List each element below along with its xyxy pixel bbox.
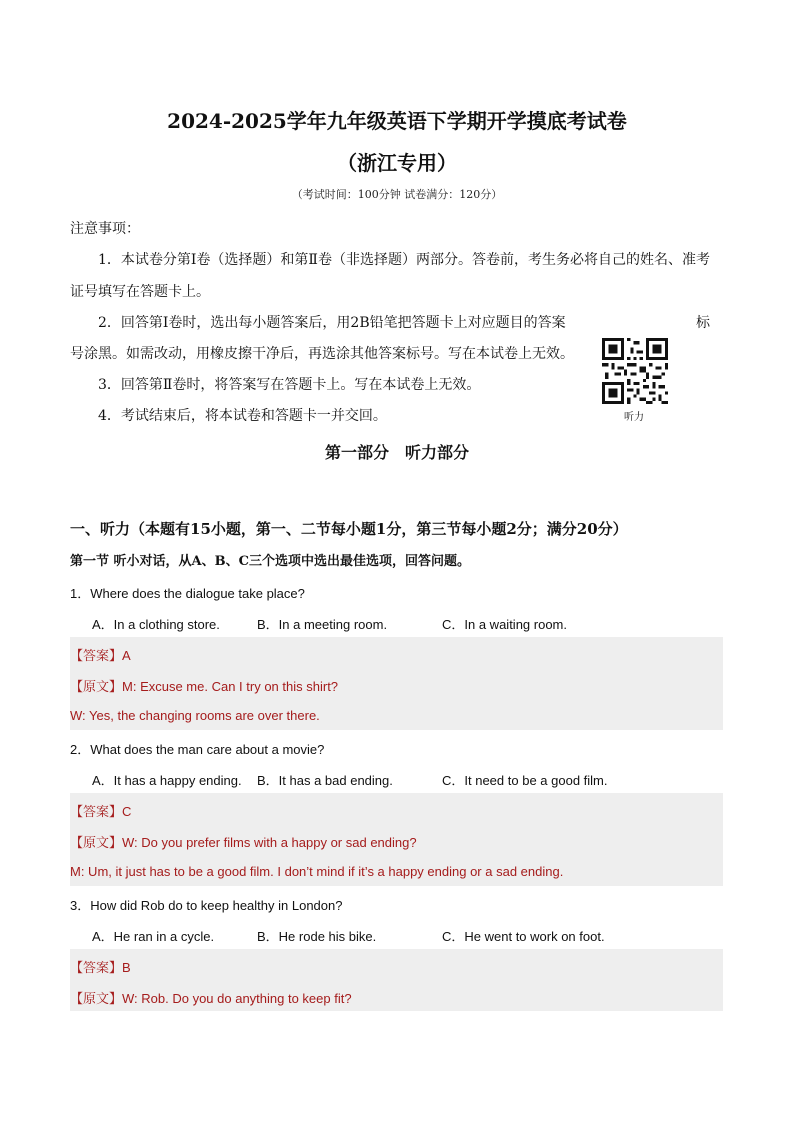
part-title: 第一部分 听力部分 — [324, 443, 469, 462]
question-3-stem: 3．How did Rob do to keep healthy in London? — [70, 898, 343, 913]
transcript-label: 【原文】 — [70, 992, 123, 1007]
transcript-line: W: Do you prefer films with a happy or sad ending? — [122, 835, 417, 850]
question-1-transcript — [70, 676, 338, 695]
question-3-option-b: B．He rode his bike. — [257, 929, 377, 944]
note-item-2-line-1: 2．回答第Ⅰ卷时，选出每小题答案后，用2B铅笔把答题卡上对应题目的答案 — [98, 315, 566, 331]
question-3-option-a: A．He ran in a cycle. — [92, 929, 215, 944]
transcript-label: 【原文】 — [70, 680, 123, 695]
question-1-option-a: A．In a clothing store. — [92, 617, 220, 632]
answer-label: 【答案】 — [70, 649, 123, 664]
answer-band — [70, 637, 723, 668]
question-3-transcript — [70, 988, 352, 1007]
answer-value: C — [122, 804, 132, 819]
answer-band — [70, 793, 723, 824]
answer-value: B — [122, 960, 131, 975]
qr-label: 听力 — [624, 412, 644, 423]
note-item-4: 4．考试结束后，将本试卷和答题卡一并交回。 — [98, 408, 387, 424]
answer-band — [70, 949, 723, 980]
answer-value: A — [122, 648, 131, 663]
note-item-2-line-2: 号涂黑。如需改动，用橡皮擦干净后，再选涂其他答案标号。写在本试卷上无效。 — [70, 346, 574, 362]
note-item-3: 3．回答第Ⅱ卷时，将答案写在答题卡上。写在本试卷上无效。 — [98, 377, 481, 393]
notes-heading: 注意事项： — [70, 221, 140, 237]
question-2-option-a: A．It has a happy ending. — [92, 773, 242, 788]
transcript-line: M: Excuse me. Can I try on this shirt? — [122, 679, 339, 694]
question-1-stem: 1．Where does the dialogue take place? — [70, 586, 305, 601]
question-1-option-c: C．In a waiting room. — [442, 617, 567, 632]
note-item-2-tail: 标 — [696, 315, 710, 331]
answer-label: 【答案】 — [70, 961, 123, 976]
exam-subtitle: （浙江专用） — [337, 151, 457, 175]
transcript-line: W: Rob. Do you do anything to keep fit? — [122, 991, 352, 1006]
question-3-answer — [70, 957, 131, 976]
question-1-answer — [70, 645, 131, 664]
question-2-transcript — [70, 832, 417, 851]
transcript-line: M: Um, it just has to be a good film. I don’t mind if it’s a happy ending or a sad ending. — [70, 864, 564, 879]
exam-info: （考试时间：100分钟 试卷满分：120分） — [291, 188, 503, 201]
answer-label: 【答案】 — [70, 805, 123, 820]
question-3-option-c: C．He went to work on foot. — [442, 929, 605, 944]
note-item-1-line-2: 证号填写在答题卡上。 — [70, 284, 210, 300]
exam-title: 2024-2025学年九年级英语下学期开学摸底考试卷 — [167, 109, 627, 133]
question-2-stem: 2．What does the man care about a movie? — [70, 742, 325, 757]
section-heading: 一、听力（本题有15小题，第一、二节每小题1分，第三节每小题2分；满分20分） — [70, 520, 628, 538]
section-subheading: 第一节 听小对话，从A、B、C三个选项中选出最佳选项，回答问题。 — [70, 554, 470, 569]
question-1-option-b: B．In a meeting room. — [257, 617, 388, 632]
question-2-option-c: C．It need to be a good film. — [442, 773, 608, 788]
qr-code-icon[interactable] — [602, 338, 668, 404]
question-2-option-b: B．It has a bad ending. — [257, 773, 393, 788]
note-item-1-line-1: 1．本试卷分第Ⅰ卷（选择题）和第Ⅱ卷（非选择题）两部分。答卷前，考生务必将自己的姓名、准考 — [98, 252, 710, 268]
transcript-label: 【原文】 — [70, 836, 123, 851]
question-2-answer — [70, 801, 131, 820]
transcript-line: W: Yes, the changing rooms are over there. — [70, 708, 320, 723]
